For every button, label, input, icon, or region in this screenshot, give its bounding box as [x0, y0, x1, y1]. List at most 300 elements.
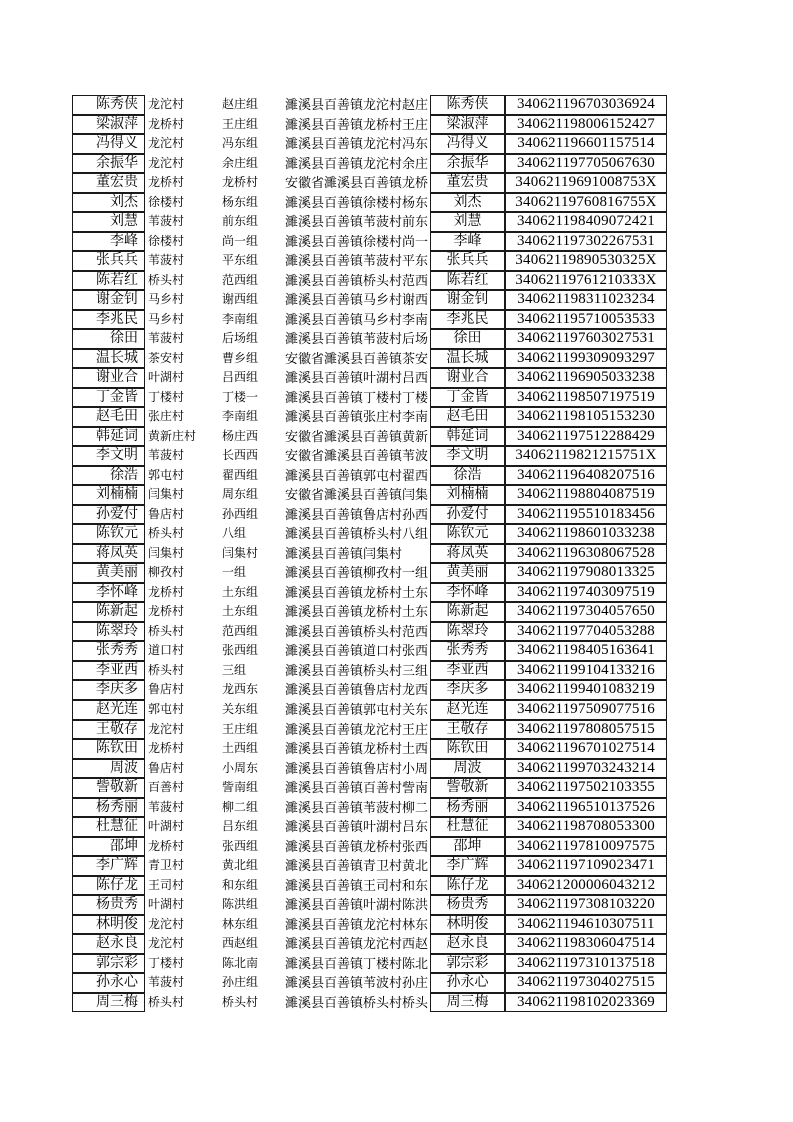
- id-number-cell[interactable]: 340621198405163641: [505, 641, 667, 661]
- address-cell[interactable]: 濉溪县百善镇叶湖村吕东: [285, 819, 429, 835]
- village-cell[interactable]: 桥头村: [148, 272, 185, 287]
- confirm-name-cell[interactable]: 李庆多: [430, 680, 505, 700]
- village-cell[interactable]: 龙桥村: [148, 175, 185, 190]
- confirm-name-cell[interactable]: 刘楠楠: [430, 485, 505, 505]
- address-cell[interactable]: 濉溪县百善镇王司村和东: [285, 877, 429, 893]
- id-number-cell[interactable]: 340621197304057650: [505, 602, 667, 622]
- address-cell[interactable]: 濉溪县百善镇丁楼村丁楼: [285, 389, 429, 405]
- confirm-name-cell[interactable]: 孙永心: [430, 973, 505, 993]
- name-cell[interactable]: 黄美丽: [72, 563, 145, 583]
- confirm-name-cell[interactable]: 温长城: [430, 349, 505, 369]
- address-cell[interactable]: 濉溪县百善镇鲁店村孙西: [285, 506, 429, 522]
- group-cell[interactable]: 陈北南: [222, 955, 259, 970]
- confirm-name-cell[interactable]: 杨秀丽: [430, 798, 505, 818]
- group-cell[interactable]: 周东组: [222, 487, 259, 502]
- group-cell[interactable]: 孙庄组: [222, 975, 259, 990]
- group-cell[interactable]: 小周东: [222, 760, 259, 775]
- address-cell[interactable]: 濉溪县百善镇郭屯村翟西: [285, 467, 429, 483]
- address-cell[interactable]: 濉溪县百善镇丁楼村陈北: [285, 955, 429, 971]
- name-cell[interactable]: 赵光连: [72, 700, 145, 720]
- id-number-cell[interactable]: 340621196703036924: [505, 95, 667, 115]
- address-cell[interactable]: 濉溪县百善镇龙桥村土东: [285, 584, 429, 600]
- name-cell[interactable]: 陈翠玲: [72, 622, 145, 642]
- group-cell[interactable]: 和东组: [222, 877, 259, 892]
- village-cell[interactable]: 百善村: [148, 780, 185, 795]
- village-cell[interactable]: 青卫村: [148, 858, 185, 873]
- group-cell[interactable]: 闫集村: [222, 545, 259, 560]
- table-row: [430, 641, 667, 661]
- address-cell[interactable]: 濉溪县百善镇苇菠村前东: [285, 214, 429, 230]
- address-cell[interactable]: 濉溪县百善镇龙桥村张西: [285, 838, 429, 854]
- group-cell[interactable]: 丁楼一: [222, 389, 259, 404]
- name-cell[interactable]: 杨贵秀: [72, 895, 145, 915]
- village-cell[interactable]: 叶湖村: [148, 819, 185, 834]
- id-number-cell[interactable]: 340621197512288429: [505, 427, 667, 447]
- village-cell[interactable]: 苇菠村: [148, 799, 185, 814]
- group-cell[interactable]: 平东组: [222, 253, 259, 268]
- id-number-cell[interactable]: 340621198708053300: [505, 817, 667, 837]
- village-cell[interactable]: 苇菠村: [148, 331, 185, 346]
- name-cell[interactable]: 刘慧: [72, 212, 145, 232]
- confirm-name-cell[interactable]: 李峰: [430, 232, 505, 252]
- id-number-cell[interactable]: 340621198306047514: [505, 934, 667, 954]
- confirm-name-cell[interactable]: 谢金钊: [430, 290, 505, 310]
- confirm-name-cell[interactable]: 徐浩: [430, 466, 505, 486]
- village-cell[interactable]: 龙沱村: [148, 936, 185, 951]
- name-cell[interactable]: 陈新起: [72, 602, 145, 622]
- name-cell[interactable]: 陈钦元: [72, 524, 145, 544]
- name-cell[interactable]: 周三梅: [72, 993, 145, 1013]
- address-cell[interactable]: 濉溪县百善镇马乡村李南: [285, 311, 429, 327]
- id-number-cell[interactable]: 340621197310137518: [505, 954, 667, 974]
- confirm-name-cell[interactable]: 林明俊: [430, 915, 505, 935]
- group-cell[interactable]: 曹乡组: [222, 350, 259, 365]
- confirm-name-cell[interactable]: 徐田: [430, 329, 505, 349]
- village-cell[interactable]: 张庄村: [148, 409, 185, 424]
- address-cell[interactable]: 濉溪县百善镇马乡村谢西: [285, 292, 429, 308]
- name-cell[interactable]: 谢业合: [72, 368, 145, 388]
- address-cell[interactable]: 濉溪县百善镇龙沱村余庄: [285, 155, 429, 171]
- id-number-cell[interactable]: 340621198804087519: [505, 485, 667, 505]
- name-cell[interactable]: 刘楠楠: [72, 485, 145, 505]
- confirm-name-cell[interactable]: 李亚西: [430, 661, 505, 681]
- address-cell[interactable]: 濉溪县百善镇龙沱村林东: [285, 916, 429, 932]
- group-cell[interactable]: 张西组: [222, 838, 259, 853]
- name-cell[interactable]: 孙爱付: [72, 505, 145, 525]
- confirm-name-cell[interactable]: 陈钦田: [430, 739, 505, 759]
- name-cell[interactable]: 梁淑萍: [72, 115, 145, 135]
- name-cell[interactable]: 陈钦田: [72, 739, 145, 759]
- name-cell[interactable]: 孙永心: [72, 973, 145, 993]
- name-cell[interactable]: 郭宗彩: [72, 954, 145, 974]
- address-cell[interactable]: 濉溪县百善镇龙沱村赵庄: [285, 97, 429, 112]
- name-cell[interactable]: 李峰: [72, 232, 145, 252]
- table-row: [430, 778, 667, 798]
- name-cell[interactable]: 李怀峰: [72, 583, 145, 603]
- group-cell[interactable]: 黄北组: [222, 858, 259, 873]
- id-number-cell[interactable]: 340621198507197519: [505, 388, 667, 408]
- village-cell[interactable]: 茶安村: [148, 350, 185, 365]
- group-cell[interactable]: 前东组: [222, 214, 259, 229]
- name-cell[interactable]: 周波: [72, 759, 145, 779]
- village-cell[interactable]: 龙桥村: [148, 584, 185, 599]
- id-number-cell[interactable]: 340621196905033238: [505, 368, 667, 388]
- confirm-name-cell[interactable]: 陈翠玲: [430, 622, 505, 642]
- name-cell[interactable]: 陈秀侠: [72, 95, 145, 115]
- id-number-cell[interactable]: 340621197308103220: [505, 895, 667, 915]
- address-cell[interactable]: 濉溪县百善镇叶湖村吕西: [285, 370, 429, 386]
- id-number-cell[interactable]: 340621196510137526: [505, 798, 667, 818]
- id-number-cell[interactable]: 340621196308067528: [505, 544, 667, 564]
- group-cell[interactable]: 陈洪组: [222, 897, 259, 912]
- id-number-cell[interactable]: 340621199401083219: [505, 680, 667, 700]
- id-number-cell[interactable]: 34062119890530325X: [505, 251, 667, 271]
- id-number-cell[interactable]: 340621197403097519: [505, 583, 667, 603]
- address-cell[interactable]: 安徽省濉溪县百善镇黄新: [285, 428, 429, 444]
- id-number-cell[interactable]: 340621197810097575: [505, 837, 667, 857]
- village-cell[interactable]: 苇菠村: [148, 975, 185, 990]
- id-number-cell[interactable]: 34062119691008753X: [505, 173, 667, 193]
- name-cell[interactable]: 陈仔龙: [72, 876, 145, 896]
- id-number-cell[interactable]: 340621198409072421: [505, 212, 667, 232]
- address-cell[interactable]: 濉溪县百善镇龙沱村冯东: [285, 136, 429, 152]
- id-number-cell[interactable]: 340621197808057515: [505, 720, 667, 740]
- village-cell[interactable]: 郭屯村: [148, 467, 185, 482]
- table-row: [430, 193, 667, 213]
- id-number-cell[interactable]: 340621199309093297: [505, 349, 667, 369]
- confirm-name-cell[interactable]: 梁淑萍: [430, 115, 505, 135]
- village-cell[interactable]: 龙桥村: [148, 838, 185, 853]
- confirm-name-cell[interactable]: 董宏贵: [430, 173, 505, 193]
- table-row: [430, 524, 667, 544]
- id-number-cell[interactable]: 340621198601033238: [505, 524, 667, 544]
- village-cell[interactable]: 叶湖村: [148, 897, 185, 912]
- id-number-cell[interactable]: 340621197509077516: [505, 700, 667, 720]
- village-cell[interactable]: 龙沱村: [148, 916, 185, 931]
- group-cell[interactable]: 柳二组: [222, 799, 259, 814]
- id-number-cell[interactable]: 340621198311023234: [505, 290, 667, 310]
- group-cell[interactable]: 土西组: [222, 741, 259, 756]
- confirm-name-cell[interactable]: 李广辉: [430, 856, 505, 876]
- id-number-cell[interactable]: 340621197704053288: [505, 622, 667, 642]
- table-row: [430, 368, 667, 388]
- name-cell[interactable]: 张兵兵: [72, 251, 145, 271]
- id-number-cell[interactable]: 340621197302267531: [505, 232, 667, 252]
- village-cell[interactable]: 桥头村: [148, 994, 185, 1009]
- address-cell[interactable]: 濉溪县百善镇苇菠村柳二: [285, 799, 429, 815]
- confirm-name-cell[interactable]: 王敬存: [430, 720, 505, 740]
- table-row: [430, 271, 667, 291]
- name-cell[interactable]: 邵坤: [72, 837, 145, 857]
- address-cell[interactable]: 濉溪县百善镇龙桥村王庄: [285, 116, 429, 132]
- village-cell[interactable]: 龙沱村: [148, 721, 185, 736]
- address-cell[interactable]: 濉溪县百善镇桥头村桥头: [285, 994, 429, 1010]
- table-row: [430, 583, 667, 603]
- id-number-cell[interactable]: 340621197502103355: [505, 778, 667, 798]
- address-cell[interactable]: 濉溪县百善镇桥头村范西: [285, 623, 429, 639]
- confirm-name-cell[interactable]: 丁金皆: [430, 388, 505, 408]
- name-cell[interactable]: 刘杰: [72, 193, 145, 213]
- village-cell[interactable]: 苇菠村: [148, 253, 185, 268]
- name-cell[interactable]: 蒋凤英: [72, 544, 145, 564]
- village-cell[interactable]: 王司村: [148, 877, 185, 892]
- address-cell[interactable]: 安徽省濉溪县百善镇茶安: [285, 350, 429, 366]
- village-cell[interactable]: 龙桥村: [148, 604, 185, 619]
- id-number-cell[interactable]: 34062119761210333X: [505, 271, 667, 291]
- id-number-cell[interactable]: 340621196701027514: [505, 739, 667, 759]
- address-cell[interactable]: 濉溪县百善镇桥头村三组: [285, 662, 429, 678]
- id-number-cell[interactable]: 340621197304027515: [505, 973, 667, 993]
- village-cell[interactable]: 丁楼村: [148, 955, 185, 970]
- name-cell[interactable]: 韩延词: [72, 427, 145, 447]
- village-cell[interactable]: 龙沱村: [148, 97, 185, 111]
- address-cell[interactable]: 濉溪县百善镇百善村訾南: [285, 780, 429, 796]
- address-cell[interactable]: 濉溪县百善镇徐楼村杨东: [285, 194, 429, 210]
- confirm-name-cell[interactable]: 赵光连: [430, 700, 505, 720]
- id-number-cell[interactable]: 340621199104133216: [505, 661, 667, 681]
- group-cell[interactable]: 孙西组: [222, 506, 259, 521]
- address-cell[interactable]: 濉溪县百善镇闫集村: [285, 545, 403, 561]
- confirm-name-cell[interactable]: 陈新起: [430, 602, 505, 622]
- village-cell[interactable]: 苇菠村: [148, 214, 185, 229]
- address-cell[interactable]: 濉溪县百善镇桥头村范西: [285, 272, 429, 288]
- address-cell[interactable]: 濉溪县百善镇龙桥村土西: [285, 741, 429, 757]
- group-cell[interactable]: 杨东组: [222, 194, 259, 209]
- confirm-name-cell[interactable]: 张秀秀: [430, 641, 505, 661]
- name-cell[interactable]: 徐浩: [72, 466, 145, 486]
- village-cell[interactable]: 龙沱村: [148, 155, 185, 170]
- name-cell[interactable]: 余振华: [72, 154, 145, 174]
- group-cell[interactable]: 林东组: [222, 916, 259, 931]
- name-cell[interactable]: 李兆民: [72, 310, 145, 330]
- group-cell[interactable]: 桥头村: [222, 994, 259, 1009]
- id-number-cell[interactable]: 340621198102023369: [505, 993, 667, 1013]
- address-cell[interactable]: 濉溪县百善镇龙沱村王庄: [285, 721, 429, 737]
- group-cell[interactable]: 吕西组: [222, 370, 259, 385]
- id-number-cell[interactable]: 340621196601157514: [505, 134, 667, 154]
- address-cell[interactable]: 濉溪县百善镇龙桥村土东: [285, 604, 429, 620]
- confirm-name-cell[interactable]: 赵永良: [430, 934, 505, 954]
- name-cell[interactable]: 赵毛田: [72, 407, 145, 427]
- id-number-cell[interactable]: 340621197705067630: [505, 154, 667, 174]
- table-row: [430, 954, 667, 974]
- name-cell[interactable]: 林明俊: [72, 915, 145, 935]
- name-cell[interactable]: 杜慧征: [72, 817, 145, 837]
- address-cell[interactable]: 濉溪县百善镇青卫村黄北: [285, 858, 429, 874]
- name-cell[interactable]: 訾敬新: [72, 778, 145, 798]
- table-row: [430, 915, 667, 935]
- group-cell[interactable]: 八组: [222, 526, 247, 541]
- id-number-cell[interactable]: 340621198006152427: [505, 115, 667, 135]
- village-cell[interactable]: 叶湖村: [148, 370, 185, 385]
- village-cell[interactable]: 苇菠村: [148, 448, 185, 463]
- confirm-name-cell[interactable]: 李兆民: [430, 310, 505, 330]
- confirm-name-cell[interactable]: 邵坤: [430, 837, 505, 857]
- table-row: [430, 505, 667, 525]
- id-number-cell[interactable]: 340621196408207516: [505, 466, 667, 486]
- confirm-name-cell[interactable]: 张兵兵: [430, 251, 505, 271]
- table-row: [430, 251, 667, 271]
- village-cell[interactable]: 徐楼村: [148, 233, 185, 248]
- confirm-name-cell[interactable]: 韩延词: [430, 427, 505, 447]
- group-column: [222, 95, 285, 1012]
- confirm-name-cell[interactable]: 谢业合: [430, 368, 505, 388]
- group-cell[interactable]: 土东组: [222, 584, 259, 599]
- confirm-name-cell[interactable]: 杜慧征: [430, 817, 505, 837]
- name-cell[interactable]: 张秀秀: [72, 641, 145, 661]
- group-cell[interactable]: 范西组: [222, 623, 259, 638]
- name-cell[interactable]: 李广辉: [72, 856, 145, 876]
- village-cell[interactable]: 柳孜村: [148, 565, 185, 580]
- id-number-cell[interactable]: 340621197109023471: [505, 856, 667, 876]
- village-cell[interactable]: 闫集村: [148, 487, 185, 502]
- address-cell[interactable]: 濉溪县百善镇道口村张西: [285, 643, 429, 659]
- village-cell[interactable]: 龙桥村: [148, 116, 185, 131]
- village-cell[interactable]: 龙沱村: [148, 136, 185, 151]
- id-number-cell[interactable]: 340621197603027531: [505, 329, 667, 349]
- confirm-name-cell[interactable]: 余振华: [430, 154, 505, 174]
- address-cell[interactable]: 濉溪县百善镇张庄村李南: [285, 409, 429, 425]
- name-cell[interactable]: 徐田: [72, 329, 145, 349]
- group-cell[interactable]: 后场组: [222, 331, 259, 346]
- confirm-name-cell[interactable]: 李文明: [430, 446, 505, 466]
- name-cell[interactable]: 李亚西: [72, 661, 145, 681]
- confirm-name-cell[interactable]: 刘杰: [430, 193, 505, 213]
- group-cell[interactable]: 龙西东: [222, 682, 259, 697]
- village-cell[interactable]: 马乡村: [148, 311, 185, 326]
- address-cell[interactable]: 濉溪县百善镇苇菠村平东: [285, 253, 429, 269]
- village-cell[interactable]: 桥头村: [148, 623, 185, 638]
- village-cell[interactable]: 闫集村: [148, 545, 185, 560]
- address-cell[interactable]: 濉溪县百善镇柳孜村一组: [285, 565, 429, 581]
- group-cell[interactable]: 西赵组: [222, 936, 259, 951]
- group-cell[interactable]: 范西组: [222, 272, 259, 287]
- table-row: [430, 563, 667, 583]
- confirm-name-cell[interactable]: 赵毛田: [430, 407, 505, 427]
- confirm-name-cell[interactable]: 陈秀侠: [430, 95, 505, 115]
- group-cell[interactable]: 翟西组: [222, 467, 259, 482]
- village-cell[interactable]: 桥头村: [148, 526, 185, 541]
- village-cell[interactable]: 鲁店村: [148, 760, 185, 775]
- village-cell[interactable]: 鲁店村: [148, 682, 185, 697]
- address-cell[interactable]: 濉溪县百善镇龙沱村西赵: [285, 936, 429, 952]
- confirm-name-cell[interactable]: 陈仔龙: [430, 876, 505, 896]
- confirm-name-cell[interactable]: 冯得义: [430, 134, 505, 154]
- confirm-name-cell[interactable]: 杨贵秀: [430, 895, 505, 915]
- name-cell[interactable]: 李庆多: [72, 680, 145, 700]
- village-cell[interactable]: 桥头村: [148, 662, 185, 677]
- village-cell[interactable]: 鲁店村: [148, 506, 185, 521]
- village-cell[interactable]: 道口村: [148, 643, 185, 658]
- name-cell[interactable]: 王敬存: [72, 720, 145, 740]
- address-cell[interactable]: 濉溪县百善镇鲁店村龙西: [285, 682, 429, 698]
- name-cell[interactable]: 董宏贵: [72, 173, 145, 193]
- confirm-name-cell[interactable]: 刘慧: [430, 212, 505, 232]
- group-cell[interactable]: 王庄组: [222, 116, 259, 131]
- group-cell[interactable]: 长西西: [222, 448, 259, 463]
- address-cell[interactable]: 濉溪县百善镇徐楼村尚一: [285, 233, 429, 249]
- address-cell[interactable]: 安徽省濉溪县百善镇苇波: [285, 448, 429, 464]
- id-number-cell[interactable]: 340621198105153230: [505, 407, 667, 427]
- group-cell[interactable]: 谢西组: [222, 292, 259, 307]
- name-cell[interactable]: 谢金钊: [72, 290, 145, 310]
- address-cell[interactable]: 濉溪县百善镇鲁店村小周: [285, 760, 429, 776]
- group-cell[interactable]: 龙桥村: [222, 175, 259, 190]
- name-cell[interactable]: 陈若红: [72, 271, 145, 291]
- id-number-cell[interactable]: 340621195710053533: [505, 310, 667, 330]
- id-number-cell[interactable]: 34062119821215751X: [505, 446, 667, 466]
- group-cell[interactable]: 一组: [222, 565, 247, 580]
- address-cell[interactable]: 安徽省濉溪县百善镇龙桥: [285, 175, 429, 191]
- table-row: [430, 895, 667, 915]
- confirm-name-cell[interactable]: 蒋凤英: [430, 544, 505, 564]
- group-cell[interactable]: 王庄组: [222, 721, 259, 736]
- table-row: [430, 602, 667, 622]
- village-cell[interactable]: 徐楼村: [148, 194, 185, 209]
- confirm-name-cell[interactable]: 孙爱付: [430, 505, 505, 525]
- group-cell[interactable]: 吕东组: [222, 819, 259, 834]
- address-cell[interactable]: 濉溪县百善镇郭屯村关东: [285, 701, 429, 717]
- id-number-cell[interactable]: 340621200006043212: [505, 876, 667, 896]
- id-number-cell[interactable]: 340621194610307511: [505, 915, 667, 935]
- group-cell[interactable]: 李南组: [222, 409, 259, 424]
- group-cell[interactable]: 张西组: [222, 643, 259, 658]
- group-cell[interactable]: 关东组: [222, 701, 259, 716]
- id-number-cell[interactable]: 340621195510183456: [505, 505, 667, 525]
- name-cell[interactable]: 温长城: [72, 349, 145, 369]
- village-cell[interactable]: 龙桥村: [148, 741, 185, 756]
- name-cell[interactable]: 丁金皆: [72, 388, 145, 408]
- address-cell[interactable]: 濉溪县百善镇苇波村孙庄: [285, 975, 429, 991]
- confirm-name-cell[interactable]: 陈钦元: [430, 524, 505, 544]
- group-cell[interactable]: 土东组: [222, 604, 259, 619]
- group-cell[interactable]: 訾南组: [222, 780, 259, 795]
- confirm-name-cell[interactable]: 黄美丽: [430, 563, 505, 583]
- confirm-name-cell[interactable]: 周波: [430, 759, 505, 779]
- address-cell[interactable]: 濉溪县百善镇叶湖村陈洪: [285, 897, 429, 913]
- name-cell[interactable]: 冯得义: [72, 134, 145, 154]
- address-cell[interactable]: 安徽省濉溪县百善镇闫集: [285, 487, 429, 503]
- confirm-name-cell[interactable]: 訾敬新: [430, 778, 505, 798]
- village-cell[interactable]: 马乡村: [148, 292, 185, 307]
- confirm-name-cell[interactable]: 李怀峰: [430, 583, 505, 603]
- group-cell[interactable]: 尚一组: [222, 233, 259, 248]
- group-cell[interactable]: 李南组: [222, 311, 259, 326]
- village-cell[interactable]: 黄新庄村: [148, 428, 197, 443]
- confirm-name-cell[interactable]: 陈若红: [430, 271, 505, 291]
- id-number-cell[interactable]: 340621199703243214: [505, 759, 667, 779]
- village-cell[interactable]: 郭屯村: [148, 701, 185, 716]
- group-cell[interactable]: 三组: [222, 662, 247, 677]
- id-number-cell[interactable]: 340621197908013325: [505, 563, 667, 583]
- table-row: [430, 798, 667, 818]
- group-cell[interactable]: 冯东组: [222, 136, 259, 151]
- name-cell[interactable]: 赵永良: [72, 934, 145, 954]
- group-cell[interactable]: 余庄组: [222, 155, 259, 170]
- table-row: [430, 856, 667, 876]
- id-number-cell[interactable]: 34062119760816755X: [505, 193, 667, 213]
- name-cell[interactable]: 杨秀丽: [72, 798, 145, 818]
- group-cell[interactable]: 赵庄组: [222, 97, 259, 111]
- confirm-name-cell[interactable]: 郭宗彩: [430, 954, 505, 974]
- group-cell[interactable]: 杨庄西: [222, 428, 259, 443]
- address-cell[interactable]: 濉溪县百善镇苇菠村后场: [285, 331, 429, 347]
- confirm-name-cell[interactable]: 周三梅: [430, 993, 505, 1013]
- table-row: [430, 427, 667, 447]
- address-cell[interactable]: 濉溪县百善镇桥头村八组: [285, 526, 429, 542]
- name-cell[interactable]: 李文明: [72, 446, 145, 466]
- village-cell[interactable]: 丁楼村: [148, 389, 185, 404]
